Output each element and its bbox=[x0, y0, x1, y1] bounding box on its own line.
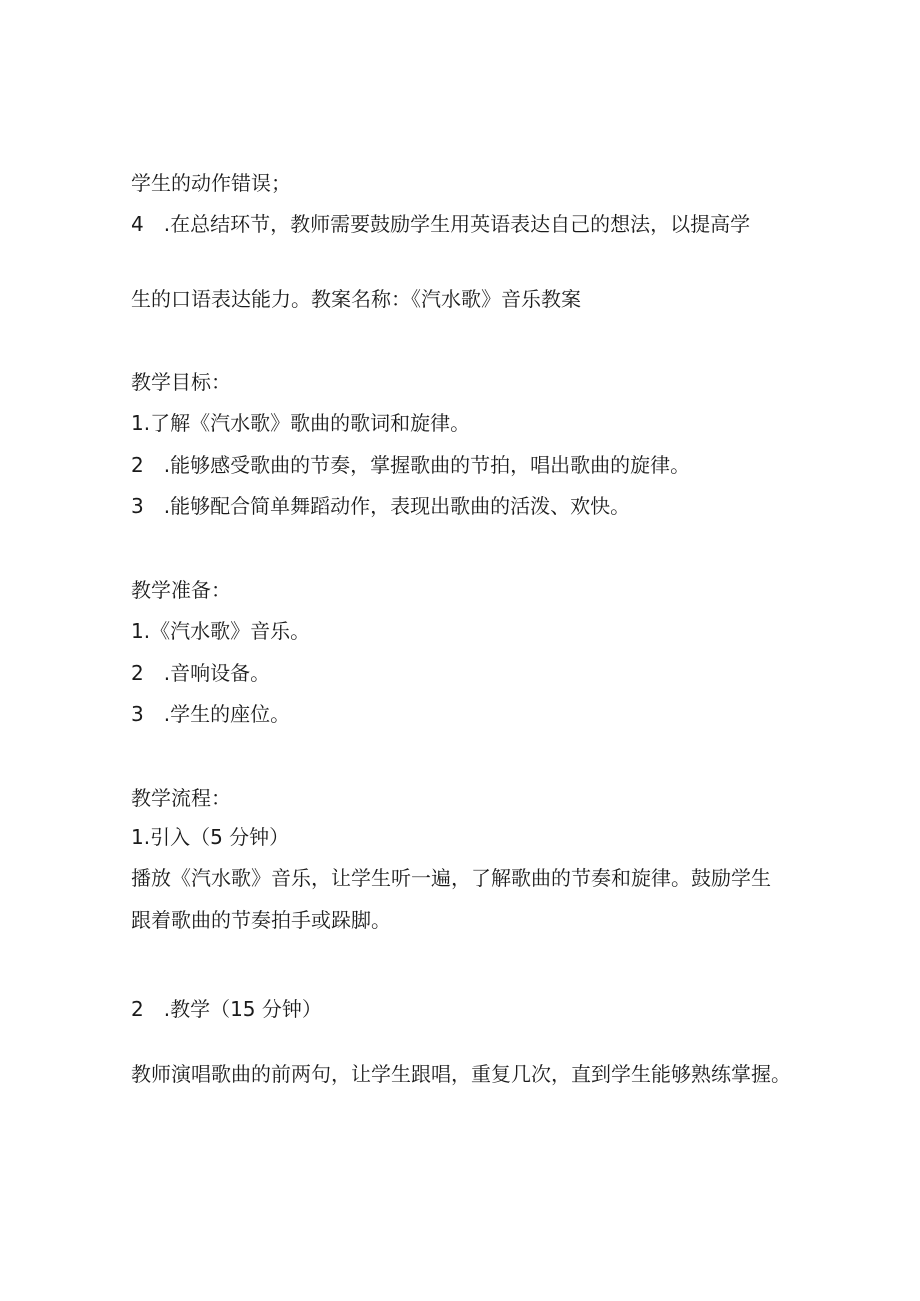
text-line: 生的口语表达能力。教案名称：《汽水歌》音乐教案 bbox=[131, 287, 581, 311]
step-heading: 2 .教学（15 分钟） bbox=[131, 997, 322, 1021]
paragraph-line: 播放《汽水歌》音乐，让学生听一遍，了解歌曲的节奏和旋律。鼓励学生 bbox=[131, 866, 771, 890]
paragraph-line: 跟着歌曲的节奏拍手或跺脚。 bbox=[131, 908, 391, 932]
list-item: 1.《汽水歌》音乐。 bbox=[131, 619, 311, 643]
list-item: 2 .音响设备。 bbox=[131, 661, 271, 685]
text-line: 学生的动作错误； bbox=[131, 171, 291, 195]
section-heading: 教学目标： bbox=[131, 370, 231, 394]
text-line: 4 .在总结环节，教师需要鼓励学生用英语表达自己的想法，以提高学 bbox=[131, 212, 751, 236]
list-item: 2 .能够感受歌曲的节奏，掌握歌曲的节拍，唱出歌曲的旋律。 bbox=[131, 453, 691, 477]
list-item: 3 .学生的座位。 bbox=[131, 702, 291, 726]
list-item: 1.了解《汽水歌》歌曲的歌词和旋律。 bbox=[131, 411, 471, 435]
list-item: 3 .能够配合简单舞蹈动作，表现出歌曲的活泼、欢快。 bbox=[131, 494, 631, 518]
section-heading: 教学流程： bbox=[131, 786, 231, 810]
paragraph-line: 教师演唱歌曲的前两句，让学生跟唱，重复几次，直到学生能够熟练掌握。 bbox=[131, 1062, 791, 1086]
section-heading: 教学准备： bbox=[131, 578, 231, 602]
step-heading: 1.引入（5 分钟） bbox=[131, 825, 290, 849]
